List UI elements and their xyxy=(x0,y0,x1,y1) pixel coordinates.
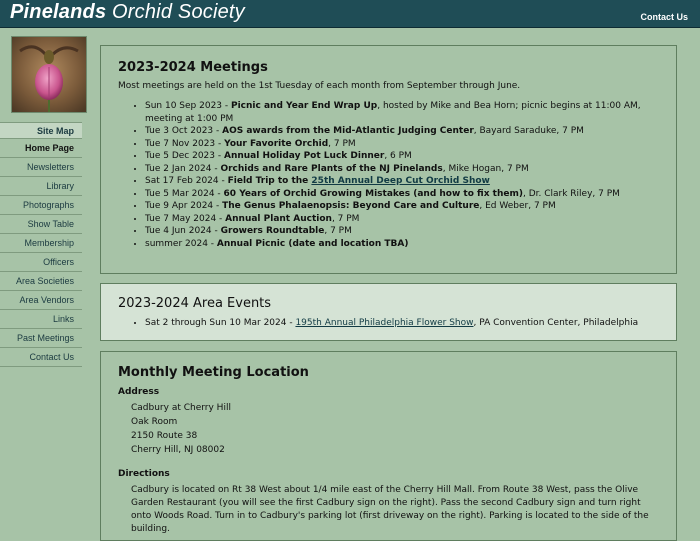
meeting-item: • Tue 5 Mar 2024 - 60 Years of Orchid Growing Mistakes (and how to fix them), Dr. Clark Riley, 7 PM xyxy=(145,188,659,201)
nav-show-table[interactable]: Show Table xyxy=(0,215,82,234)
address-line: Oak Room xyxy=(131,417,178,427)
site-title[interactable] xyxy=(10,1,245,24)
nav-area-vendors[interactable]: Area Vendors xyxy=(0,291,82,310)
nav-officers[interactable]: Officers xyxy=(0,253,82,272)
meeting-item: • Sat 17 Feb 2024 - Field Trip to the 25th Annual Deep Cut Orchid Show xyxy=(145,175,659,188)
sidebar-nav xyxy=(0,122,82,367)
location-title: Monthly Meeting Location xyxy=(118,365,309,380)
nav-site-map[interactable]: Site Map xyxy=(0,123,82,139)
meeting-item: • Tue 9 Apr 2024 - The Genus Phalaenopsis: Beyond Care and Culture, Ed Weber, 7 PM xyxy=(145,200,659,213)
meetings-title: 2023-2024 Meetings xyxy=(118,60,268,75)
nav-links[interactable]: Links xyxy=(0,310,82,329)
area-events-list xyxy=(118,317,659,330)
nav-area-societies[interactable]: Area Societies xyxy=(0,272,82,291)
directions-heading: Directions xyxy=(118,469,170,479)
nav-contact-us[interactable]: Contact Us xyxy=(0,348,82,367)
meeting-item: • Tue 7 May 2024 - Annual Plant Auction, 7 PM xyxy=(145,213,659,226)
nav-home-page[interactable]: Home Page xyxy=(0,139,82,158)
meeting-item: • Sun 10 Sep 2023 - Picnic and Year End Wrap Up, hosted by Mike and Bea Horn; picnic begins at 11:00 AM, meeting at 1:00 PM xyxy=(145,100,659,125)
meeting-item: • Tue 4 Jun 2024 - Growers Roundtable, 7 PM xyxy=(145,225,659,238)
nav-library[interactable]: Library xyxy=(0,177,82,196)
area-events-panel xyxy=(100,283,677,341)
meeting-item: • Tue 7 Nov 2023 - Your Favorite Orchid, 7 PM xyxy=(145,138,659,151)
address-line: Cherry Hill, NJ 08002 xyxy=(131,445,225,455)
site-header xyxy=(0,0,700,28)
philadelphia-flower-show-link[interactable]: 195th Annual Philadelphia Flower Show xyxy=(295,318,474,328)
meetings-panel xyxy=(100,45,677,274)
nav-newsletters[interactable]: Newsletters xyxy=(0,158,82,177)
site-title-rest: Orchid Society xyxy=(106,1,245,23)
area-events-title: 2023-2024 Area Events xyxy=(118,296,272,311)
address-line: 2150 Route 38 xyxy=(131,431,198,441)
nav-membership[interactable]: Membership xyxy=(0,234,82,253)
address-block xyxy=(131,401,659,457)
contact-us-link[interactable]: Contact Us xyxy=(640,12,688,22)
nav-past-meetings[interactable]: Past Meetings xyxy=(0,329,82,348)
deep-cut-orchid-show-link[interactable]: 25th Annual Deep Cut Orchid Show xyxy=(311,176,490,186)
meeting-item: • Tue 5 Dec 2023 - Annual Holiday Pot Luck Dinner, 6 PM xyxy=(145,150,659,163)
meetings-list xyxy=(118,100,659,250)
meeting-item: • Tue 3 Oct 2023 - AOS awards from the Mid-Atlantic Judging Center, Bayard Saraduke, 7 PM xyxy=(145,125,659,138)
meeting-item: • summer 2024 - Annual Picnic (date and location TBA) xyxy=(145,238,659,251)
address-line: Cadbury at Cherry Hill xyxy=(131,403,231,413)
meeting-item: • Tue 2 Jan 2024 - Orchids and Rare Plants of the NJ Pinelands, Mike Hogan, 7 PM xyxy=(145,163,659,176)
nav-photographs[interactable]: Photographs xyxy=(0,196,82,215)
meetings-intro: Most meetings are held on the 1st Tuesday of each month from September through June. xyxy=(118,81,521,91)
orchid-photo xyxy=(11,36,87,113)
site-title-bold: Pinelands xyxy=(10,1,107,23)
address-heading: Address xyxy=(118,387,160,397)
meeting-location-panel xyxy=(100,351,677,541)
directions-text: Cadbury is located on Rt 38 West about 1/4 mile east of the Cherry Hill Mall. From Route 38 West, pass the Olive Garden Restaurant (you will see the first Cadbury sign on the right). Pass the second Cadbury sign and turn right onto Woods Road. Turn in to Cadbury's parking lot (first driveway on the right). Parking is located to the side of the building. xyxy=(131,485,649,534)
event-item: • Sat 2 through Sun 10 Mar 2024 - 195th Annual Philadelphia Flower Show, PA Convention Center, Philadelphia xyxy=(145,317,659,330)
